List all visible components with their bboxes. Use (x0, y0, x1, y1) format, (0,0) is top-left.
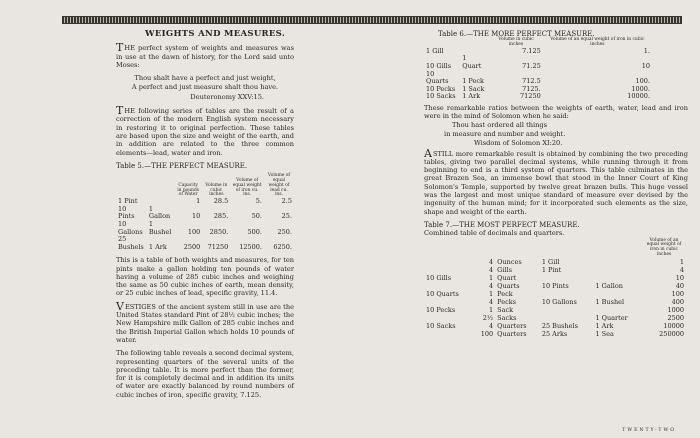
table-row: 10 Sacks 4 Quarters 25 Bushels 1 Ark 10000 (426, 322, 684, 331)
table-row: 10 Sacks 1 Ark 71250 10000. (426, 92, 650, 101)
table5-perfect-measure (116, 174, 294, 251)
table-row: 2½ Sacks 1 Quarter 2500 (482, 314, 684, 323)
table7-caption: Table 7.—THE MOST PERFECT MEASURE. (424, 220, 580, 229)
table5-explanation: This is a table of both weights and measures, for ten pints make a gallon holding ten pounds of water having a volume of 285 cubic inches and weighing the same as 50 cubic inches of earth, mean density, or 25 cubic inches of lead, specific gravity, 11.4. (116, 256, 294, 298)
table-row: 4 Gills 1 Pint 4 (489, 265, 684, 274)
table-row: 4 Quarts 10 Pints 1 Gallon 40 (489, 281, 684, 290)
page-title: WEIGHTS AND MEASURES. (145, 29, 286, 39)
table6-caption: Table 6.—THE MORE PERFECT MEASURE. (438, 30, 595, 38)
vestiges-paragraph: VESTIGES of the ancient system still in use are the United States standard Pint of 28½ cubic inches; the New Hampshire milk Gallon of 285 cubic inches and the British Imperial Gallon which holds 10 pounds of water. (116, 299, 294, 344)
series-paragraph: THE following series of tables are the result of a correction of the modern English system necessary in restoring it to original perfection. These tables are based upon the size and weight of the earth, and in addition are related to the three common elements—lead, water and iron. (116, 104, 294, 157)
intro-paragraph: THE perfect system of weights and measures was in use at the dawn of history, for the Lord said unto Moses: (116, 41, 294, 69)
table7-subcaption: Combined table of decimals and quarters. (424, 229, 565, 238)
drop-cap: T (116, 41, 124, 55)
table5-header-volume: Volume in cubic inches (205, 182, 228, 198)
table5-caption: Table 5.—THE PERFECT MEASURE. (116, 161, 248, 170)
table6-more-perfect-measure (424, 38, 652, 101)
table-row: 10 Gills 1 Quart 10 (426, 273, 684, 282)
solomon-quote-line-1: Thou hast ordered all things (452, 120, 547, 129)
table-row: 10 Gills 1 Quart 71.25 10 (426, 54, 650, 71)
table6-header-volume: Volume in cubic inches (498, 37, 534, 48)
table-row: 10 Pecks 1 Sack 7125. 1000. (426, 84, 650, 93)
table-row: 4 Pecks 10 Gallons 1 Bushel 400 (489, 297, 684, 306)
table-row: 10 Quarts 1 Peck 100 (426, 289, 684, 298)
deuteronomy-quote-line-1: Thou shalt have a perfect and just weight, (134, 74, 276, 83)
table-row: 10 Gallons 1 Bushel 100 2850. 500. 250. (118, 219, 292, 236)
table-row: 1 Gill 7.125 1. (426, 46, 650, 55)
decorative-top-border (62, 16, 682, 24)
table-row: 10 Quarts 1 Peck 712.5 100. (426, 69, 650, 86)
table-row: 25 Bushels 1 Ark 2500 71250 12500. 6250. (118, 235, 292, 251)
drop-cap: T (116, 104, 124, 118)
solomon-quote-line-2: in measure and number and weight. (444, 129, 566, 138)
page-number: TWENTY-TWO (622, 428, 676, 433)
table-row: 4 Ounces 1 Gill 1 (489, 257, 684, 266)
table-row: 1 Pint 1 28.5 5. 2.5 (118, 197, 292, 206)
drop-cap: A (424, 146, 432, 160)
table7-header-iron: Volume of an equal weight of iron in cubic inches (646, 237, 682, 257)
ratios-paragraph: These remarkable ratios between the weights of earth, water, lead and iron were in the mind of Solomon when he said: (424, 104, 688, 121)
solomon-reference: Wisdom of Solomon XI:20. (474, 139, 563, 148)
deuteronomy-reference: Deuteronomy XXV:15. (190, 92, 264, 101)
table6-header-iron: Volume of an equal weight of iron in cubic inches (550, 37, 645, 48)
right-column (424, 30, 688, 338)
table-row: 10 Pints 1 Gallon 10 285. 50. 25. (118, 204, 292, 221)
drop-cap: V (116, 299, 124, 313)
table7-most-perfect-measure (424, 239, 686, 339)
table5-header-iron: Volume of equal weight of iron cu. ins. (232, 177, 262, 198)
table-row: 10 Pecks 1 Sack 1000 (426, 305, 684, 314)
table5-header-capacity: Capacity in pounds of Water (177, 182, 200, 198)
table-row: 100 Quarters 25 Arks 1 Sea 250000 (480, 330, 684, 339)
second-decimal-paragraph: The following table reveals a second decimal system, representing quarters of the several units of the preceding table. It is more perfect than the former, for it is completely decimal and in addition its units of water are exactly balanced by round numbers of cubic inches of iron, specific gravity, 7.125. (116, 349, 294, 399)
deuteronomy-quote-line-2: A perfect and just measure shalt thou have. (131, 83, 279, 92)
left-column (116, 30, 294, 404)
table5-header-lead: Volume of equal weight of lead cu. ins. (267, 173, 290, 198)
combined-paragraph: ASTILL more remarkable result is obtained by combining the two preceding tables, giving two parallel decimal systems, while running through it from beginning to end is a third system of quarters. This table culminates in the great Brazen Sea, an immense bowl that stood in the Inner Court of King Solomon's Temple, supported by twelve great brazen bulls. This huge vessel was the largest and most unique standard of measure ever devised by the ingenuity of the human mind; for it incorporated such elements as the size, shape and weight of the earth. (424, 146, 688, 216)
